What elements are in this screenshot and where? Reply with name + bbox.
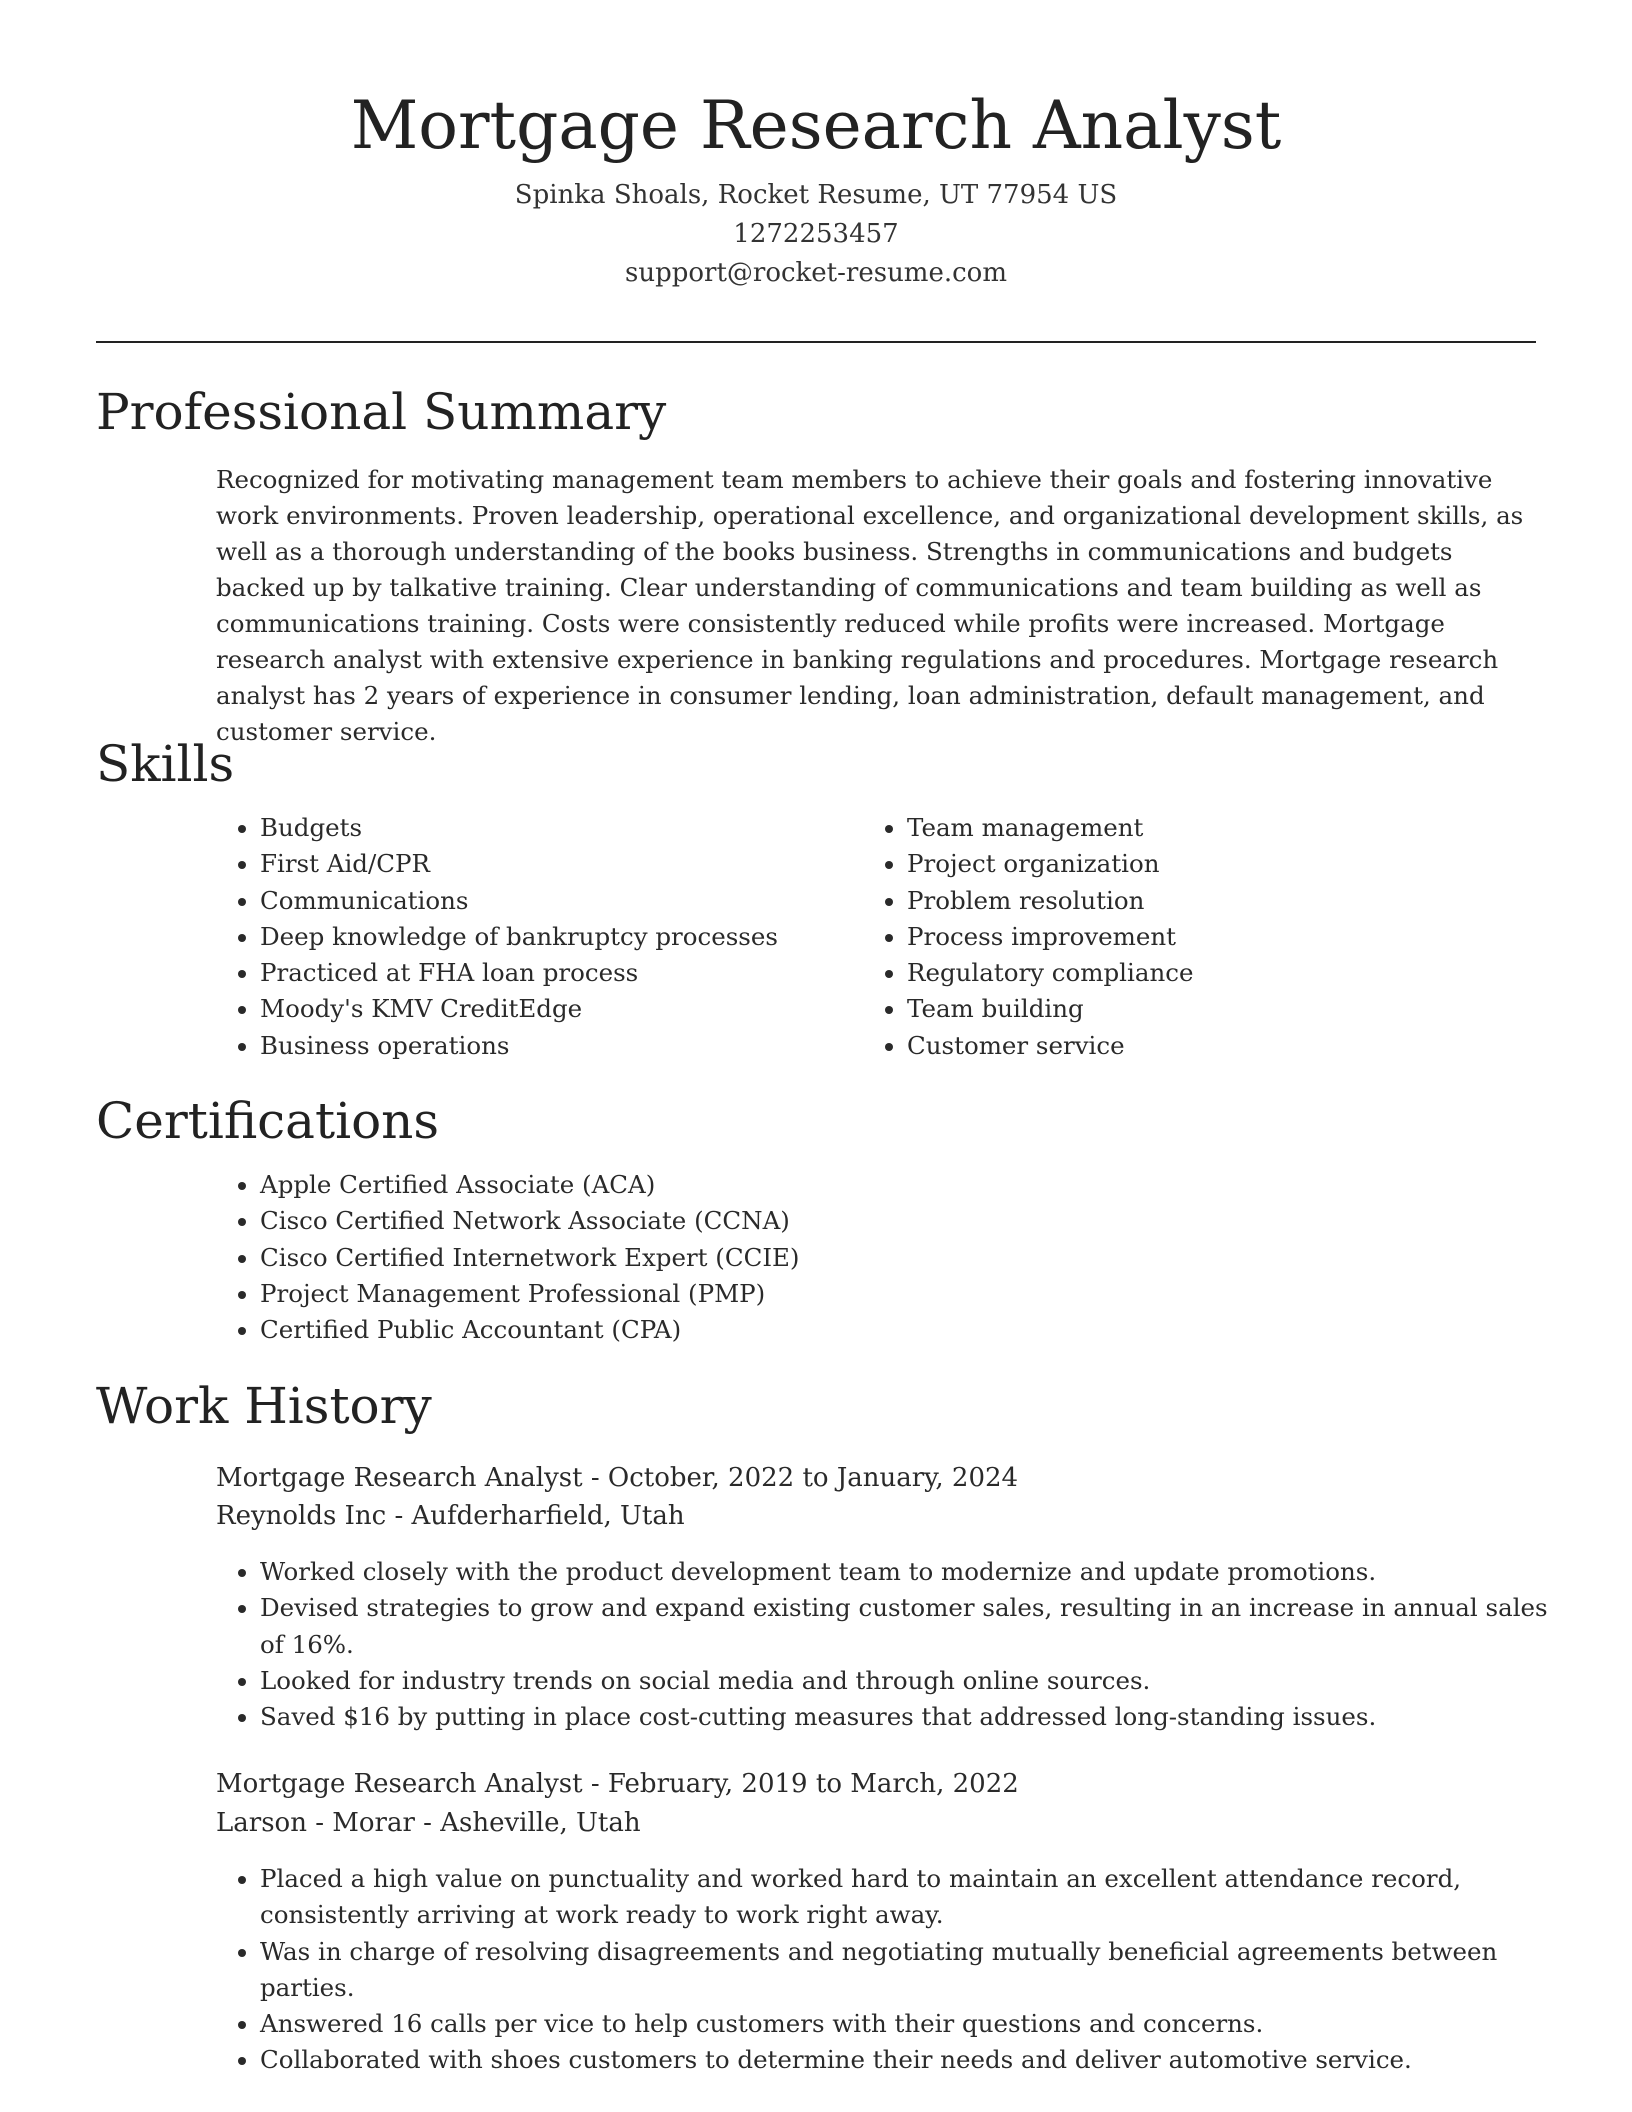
certifications-list xyxy=(216,1167,1560,1348)
job-bullet: • Collaborated with shoes customers to determine their needs and deliver automotive service. xyxy=(260,2042,1560,2078)
certification-item: • Cisco Certified Internetwork Expert (CCIE) xyxy=(260,1240,1560,1276)
skill-item: • Team management xyxy=(907,810,1507,846)
skill-item: • Practiced at FHA loan process xyxy=(260,955,860,991)
header-divider xyxy=(96,341,1536,343)
skills-list-right xyxy=(863,810,1507,1064)
skill-item: • Business operations xyxy=(260,1028,860,1064)
resume-header xyxy=(96,84,1536,293)
skill-item: • Customer service xyxy=(907,1028,1507,1064)
certification-item: • Project Management Professional (PMP) xyxy=(260,1276,1560,1312)
job-title-line: Mortgage Research Analyst - October, 2022 to January, 2024 xyxy=(216,1463,1019,1493)
skill-item: • Problem resolution xyxy=(907,883,1507,919)
skill-item: • First Aid/CPR xyxy=(260,846,860,882)
job-title-line: Mortgage Research Analyst - February, 2019 to March, 2022 xyxy=(216,1769,1019,1799)
job-bullet-list xyxy=(216,1861,1560,2079)
job-company-line: Reynolds Inc - Aufderharfield, Utah xyxy=(216,1501,685,1531)
skill-item: • Deep knowledge of bankruptcy processes xyxy=(260,919,860,955)
skill-item: • Communications xyxy=(260,883,860,919)
skill-item: • Team building xyxy=(907,991,1507,1027)
certifications-heading: Certifications xyxy=(96,1092,440,1150)
job-bullet: • Was in charge of resolving disagreements and negotiating mutually beneficial agreements between parties. xyxy=(260,1934,1560,2007)
contact-phone: 1272253457 xyxy=(733,219,899,249)
skills-heading: Skills xyxy=(96,735,235,793)
job-company-line: Larson - Morar - Asheville, Utah xyxy=(216,1808,641,1838)
certification-item: • Certified Public Accountant (CPA) xyxy=(260,1312,1560,1348)
candidate-name: Mortgage Research Analyst xyxy=(350,87,1282,164)
skill-item: • Process improvement xyxy=(907,919,1507,955)
job-bullet: • Answered 16 calls per vice to help customers with their questions and concerns. xyxy=(260,2006,1560,2042)
summary-text: Recognized for motivating management team members to achieve their goals and fostering innovative work environments. Proven leadership, operational excellence, and organizational development skills, as well as a thorough understanding of the books business. Strengths in communications and budgets backed up by talkative training. Clear understanding of communications and team building as well as communications training. Costs were consistently reduced while profits were increased. Mortgage research analyst with extensive experience in banking regulations and procedures. Mortgage research analyst has 2 years of experience in consumer lending, loan administration, default management, and customer service. xyxy=(216,465,1524,746)
job-bullet: • Placed a high value on punctuality and worked hard to maintain an excellent attendance record, consistently arriving at work ready to work right away. xyxy=(260,1861,1560,1934)
certification-item: • Apple Certified Associate (ACA) xyxy=(260,1167,1560,1203)
job-bullet: • Devised strategies to grow and expand existing customer sales, resulting in an increase in annual sales of 16%. xyxy=(260,1590,1560,1663)
skill-item: • Budgets xyxy=(260,810,860,846)
work-history-heading: Work History xyxy=(96,1377,432,1435)
job-bullet: • Looked for industry trends on social media and through online sources. xyxy=(260,1663,1560,1699)
skill-item: • Project organization xyxy=(907,846,1507,882)
skills-list-left xyxy=(216,810,860,1064)
job-bullet: • Worked closely with the product development team to modernize and update promotions. xyxy=(260,1554,1560,1590)
contact-address: Spinka Shoals, Rocket Resume, UT 77954 US xyxy=(514,180,1118,210)
job-bullet-list xyxy=(216,1554,1560,1735)
skill-item: • Regulatory compliance xyxy=(907,955,1507,991)
skill-item: • Moody's KMV CreditEdge xyxy=(260,991,860,1027)
contact-email: support@rocket-resume.com xyxy=(624,258,1007,288)
certification-item: • Cisco Certified Network Associate (CCNA) xyxy=(260,1203,1560,1239)
job-bullet: • Saved $16 by putting in place cost-cutting measures that addressed long-standing issues. xyxy=(260,1699,1560,1735)
summary-heading: Professional Summary xyxy=(96,383,667,441)
